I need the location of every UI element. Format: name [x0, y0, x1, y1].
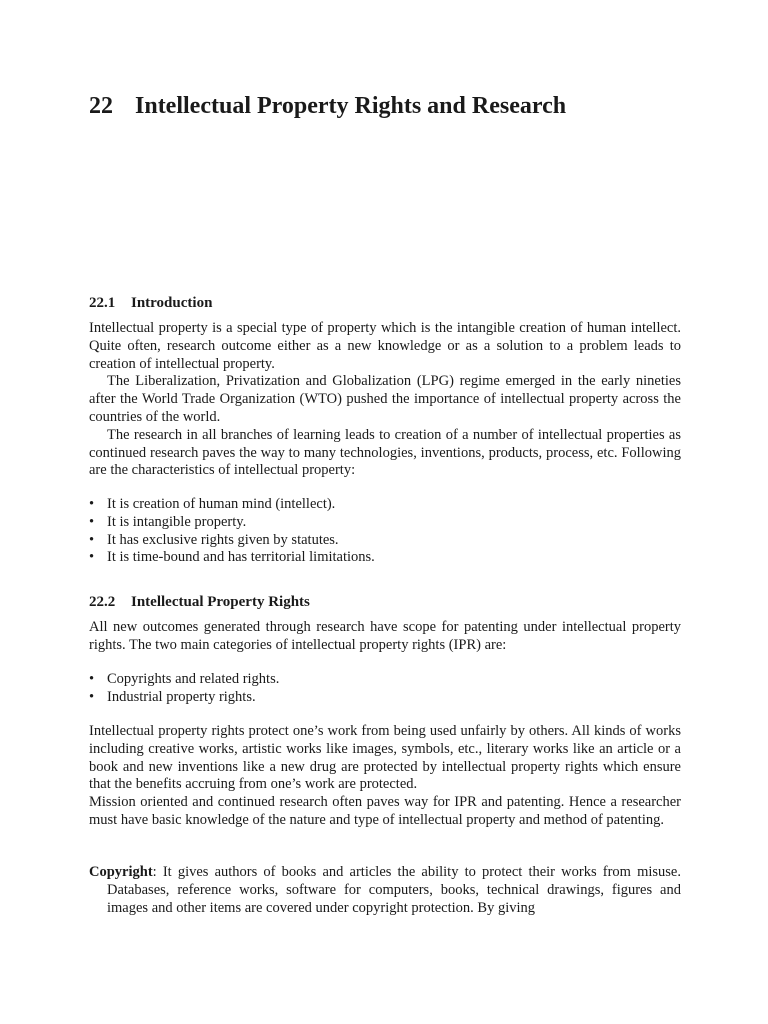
ipr-intro: All new outcomes generated through research have scope for patenting under intellectual property rights. The two main categories of intellectual property rights (IPR) are: — [89, 619, 681, 653]
list-item: • It has exclusive rights given by statutes. — [89, 531, 339, 548]
bullet-icon: • — [89, 549, 95, 566]
list-item: • It is creation of human mind (intellect). — [89, 496, 336, 512]
paragraph: Mission oriented and continued research often paves way for IPR and patenting. Hence a researcher must have basic knowledge of the nature and type of intellectual property and method of patenting. — [89, 794, 681, 828]
section-number: 22.2 — [89, 594, 116, 610]
copyright-term: Copyright — [89, 864, 153, 880]
paragraph — [89, 864, 681, 917]
introduction-body — [89, 320, 681, 480]
chapter-number: 22 — [89, 93, 113, 119]
section-number: 22.1 — [89, 295, 116, 311]
section-title: Introduction — [131, 295, 213, 311]
chapter-title: Intellectual Property Rights and Research — [135, 93, 567, 119]
bullet-icon: • — [89, 671, 95, 687]
bullet-icon: • — [89, 496, 95, 512]
list-item: • It is intangible property. — [89, 513, 247, 530]
list-item: • Copyrights and related rights. — [89, 671, 280, 687]
section-title: Intellectual Property Rights — [131, 594, 310, 610]
bullet-icon: • — [89, 531, 95, 548]
list-item: • Industrial property rights. — [89, 688, 256, 705]
section-heading-introduction — [89, 294, 212, 312]
ipr-protection-body — [89, 723, 681, 830]
list-item: • It is time-bound and has territorial limitations. — [89, 549, 375, 566]
bullet-icon: • — [89, 688, 95, 705]
copyright-definition — [89, 864, 681, 917]
paragraph: The research in all branches of learning leads to creation of a number of intellectual properties as continued research paves the way to many technologies, inventions, products, process, etc. Following are the characteristics of intellectual property: — [89, 426, 681, 479]
characteristics-list — [89, 496, 681, 567]
paragraph: The Liberalization, Privatization and Globalization (LPG) regime emerged in the early nineties after the World Trade Organization (WTO) pushed the importance of intellectual property across the countries of the world. — [89, 373, 681, 425]
ipr-categories-list — [89, 671, 681, 707]
bullet-icon: • — [89, 513, 95, 530]
copyright-text: : It gives authors of books and articles the ability to protect their works from misuse. Databases, reference works, software for computers, books, technical drawings, figures and images and other items are covered under copyright protection. By giving — [107, 864, 681, 916]
paragraph: Intellectual property rights protect one’s work from being used unfairly by others. All kinds of works including creative works, artistic works like images, symbols, etc., literary works like an article or a book and new inventions like a new drug are protected by intellectual property rights which ensure that the benefits accruing from one’s work are protected. — [89, 723, 681, 793]
paragraph: Intellectual property is a special type of property which is the intangible creation of human intellect. Quite often, research outcome either as a new knowledge or as a solution to a problem leads to creation of intellectual property. — [89, 320, 681, 372]
section-heading-ipr — [89, 593, 310, 611]
